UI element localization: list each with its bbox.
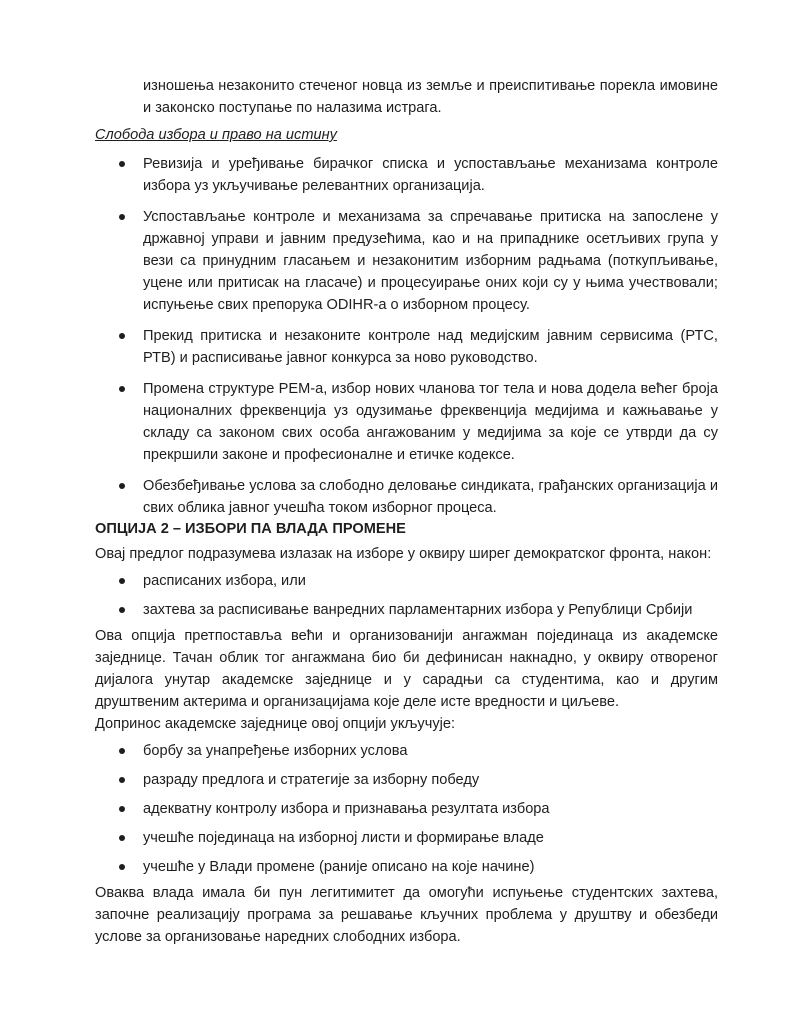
bullet-icon xyxy=(119,483,125,489)
bullet-list-election-freedom xyxy=(95,153,718,528)
bullet-icon xyxy=(119,748,125,754)
contribution-intro: Допринос академске заједнице овој опцији укључује: xyxy=(95,716,456,732)
bullet-icon xyxy=(119,777,125,783)
list-item-text: разраду предлога и стратегије за изборну победу xyxy=(143,772,480,788)
list-item-text: Промена структуре РЕМ-а, избор нових чланова тог тела и нова додела већег броја националних фреквенција уз одузимање фреквенција медијима и кажњавање у складу са законом свих особа ангажованим у медијима за које се утврди да су прекршили законе и професионалне и етичке кодексе. xyxy=(143,381,718,463)
bullet-icon xyxy=(119,607,125,613)
list-item-text: Обезбеђивање услова за слободно деловање синдиката, грађанских организација и свих облика јавног учешћа током изборног процеса. xyxy=(143,478,718,516)
list-item-text: адекватну контролу избора и признавања резултата избора xyxy=(143,801,550,817)
list-item-text: учешће појединаца на изборној листи и формирање владе xyxy=(143,830,544,846)
list-item xyxy=(95,153,718,197)
option2-heading: ОПЦИЈА 2 – ИЗБОРИ ПА ВЛАДА ПРОМЕНЕ xyxy=(95,521,406,537)
section-subheading: Слобода избора и право на истину xyxy=(95,127,337,143)
list-item xyxy=(95,827,718,849)
list-item xyxy=(95,378,718,466)
list-item xyxy=(95,798,718,820)
bullet-icon xyxy=(119,214,125,220)
bullet-icon xyxy=(119,806,125,812)
continuation-paragraph: изношења незаконито стеченог новца из земље и преиспитивање порекла имовине и законско поступање по налазима истрага. xyxy=(143,78,718,116)
list-item-text: борбу за унапређење изборних услова xyxy=(143,743,408,759)
bullet-icon xyxy=(119,333,125,339)
list-item xyxy=(95,206,718,316)
bullet-icon xyxy=(119,835,125,841)
list-item-text: расписаних избора, или xyxy=(143,573,306,589)
list-item-text: Успостављање контроле и механизама за спречавање притиска на запослене у државној управи и јавним предузећима, као и на припаднике осетљивих група у вези са принудним гласањем и незаконитим изборним радњама (поткупљивање, уцене или притисак на гласаче) и процесуирање оних који су у њима учествовали; испуњење свих препорука ODIHR-а о изборном процесу. xyxy=(143,209,718,313)
list-item xyxy=(95,599,718,621)
list-item-text: захтева за расписивање ванредних парламентарних избора у Републици Србији xyxy=(143,602,693,618)
list-item xyxy=(95,475,718,519)
list-item xyxy=(95,325,718,369)
list-item xyxy=(95,740,718,762)
closing-paragraph: Оваква влада имала би пун легитимитет да омогући испуњење студентских захтева, започне реализацију програма за решавање кључних проблема у друштву и обезбеди услове за организовање наредних слободних избора. xyxy=(95,885,718,945)
bullet-list-election-conditions xyxy=(95,570,718,628)
list-item-text: Ревизија и уређивање бирачког списка и успостављање механизама контроле избора уз укључивање релевантних организација. xyxy=(143,156,718,194)
list-item-text: Прекид притиска и незаконите контроле над медијским јавним сервисима (РТС, РТВ) и расписивање јавног конкурса за ново руководство. xyxy=(143,328,718,366)
list-item-text: учешће у Влади промене (раније описано на које начине) xyxy=(143,859,535,875)
list-item xyxy=(95,856,718,878)
bullet-icon xyxy=(119,161,125,167)
bullet-icon xyxy=(119,386,125,392)
list-item xyxy=(95,570,718,592)
bullet-icon xyxy=(119,864,125,870)
list-item xyxy=(95,769,718,791)
option2-paragraph: Ова опција претпоставља већи и организованији ангажман појединаца из академске заједнице. Тачан облик тог ангажмана био би дефинисан накнадно, у оквиру отвореног дијалога унутар академске заједнице и у сарадњи са студентима, као и другим друштвеним актерима и организацијама које деле исте вредности и циљеве. xyxy=(95,628,718,710)
bullet-icon xyxy=(119,578,125,584)
option2-intro: Овај предлог подразумева излазак на изборе у оквиру ширег демократског фронта, након: xyxy=(95,546,712,562)
bullet-list-contributions xyxy=(95,740,718,885)
